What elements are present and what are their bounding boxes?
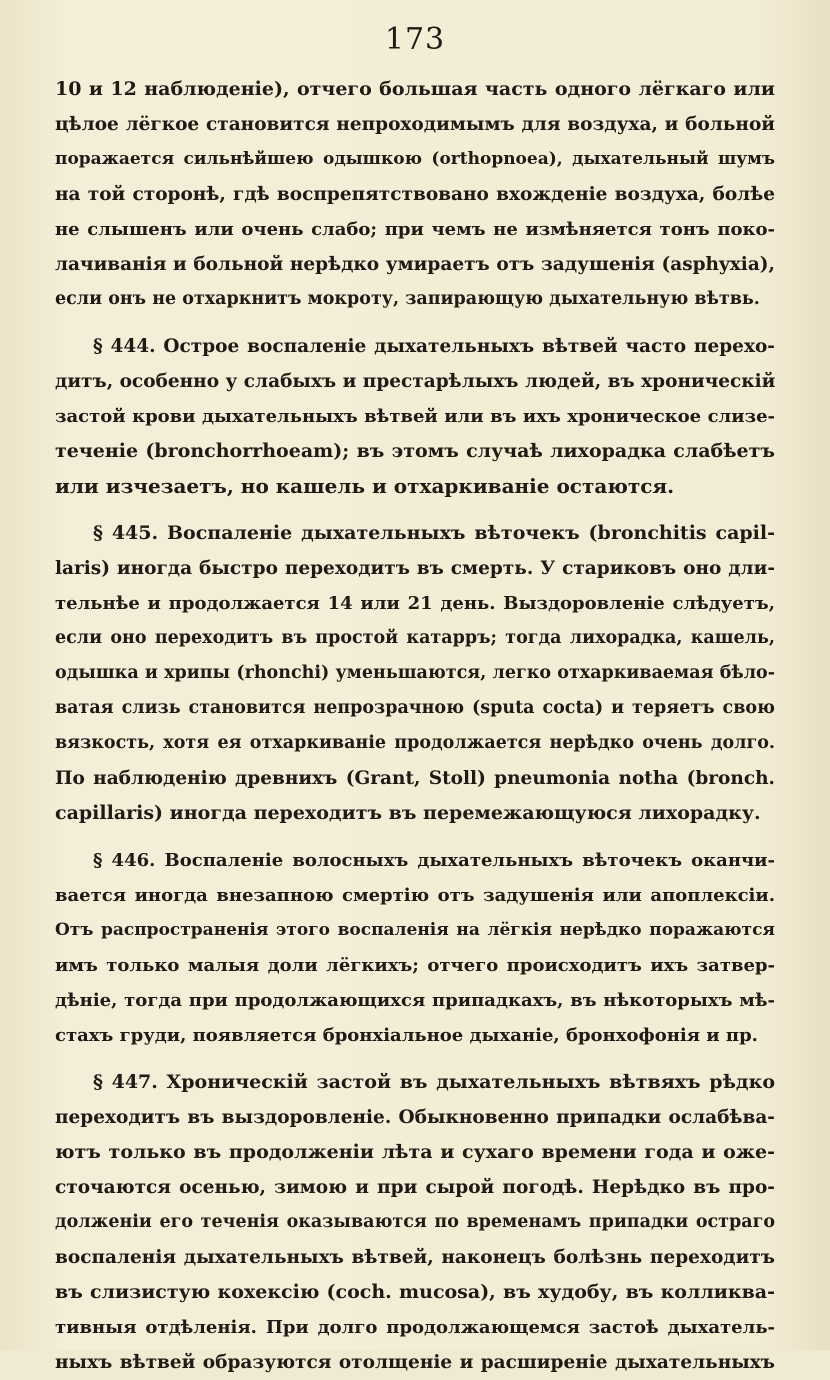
paragraph-444 (55, 329, 775, 504)
text-line: на той сторонѣ, гдѣ воспрепятствовано вхожденіе воздуха, болѣе (55, 184, 775, 205)
text-line: если оно переходитъ въ простой катарръ; тогда лихорадка, кашель, (55, 628, 775, 648)
text-line: переходитъ въ выздоровленіе. Обыкновенно припадки ослабѣва- (55, 1107, 775, 1128)
text-line: теченіе (bronchorrhoeam); въ этомъ случаѣ лихорадка слабѣетъ (55, 440, 775, 462)
paragraph-447 (55, 1065, 775, 1380)
paragraph-continued (55, 72, 775, 317)
text-line: capillaris) иногда переходитъ въ перемежающуюся лихорадку. (55, 802, 761, 824)
text-line: не слышенъ или очень слабо; при чемъ не измѣняется тонъ поко- (55, 219, 775, 240)
text-line: Отъ распространенія этого воспаленія на лёгкія нерѣдко поражаются (55, 920, 775, 940)
text-line: ныхъ вѣтвей образуются отолщеніе и расширеніе дыхательныхъ (55, 1352, 775, 1373)
paragraph-445 (55, 516, 775, 831)
text-line: имъ только малыя доли лёгкихъ; отчего происходитъ ихъ затвер- (55, 955, 775, 976)
text-line: поражается сильнѣйшею одышкою (orthopnoea), дыхательный шумъ (55, 149, 775, 169)
text-line: воспаленія дыхательныхъ вѣтвей, наконецъ болѣзнь переходитъ (55, 1247, 775, 1268)
text-line: сточаются осенью, зимою и при сырой погодѣ. Нерѣдко въ про- (55, 1177, 775, 1198)
text-line: ютъ только въ продолженіи лѣта и сухаго времени года и оже- (55, 1141, 775, 1163)
page-number: 173 (384, 22, 446, 57)
text-line: лачиванія и больной нерѣдко умираетъ отъ задушенія (asphyxia), (55, 254, 775, 275)
text-line: застой крови дыхательныхъ вѣтвей или въ ихъ хроническое слизе- (55, 406, 775, 427)
text-line: вязкость, хотя ея отхаркиваніе продолжается нерѣдко очень долго. (55, 733, 775, 753)
text-line: 10 и 12 наблюденіе), отчего большая часть одного лёгкаго или (55, 78, 775, 100)
text-line: одышка и хрипы (rhonchi) уменьшаются, легко отхаркиваемая бѣло- (55, 663, 775, 683)
text-line: § 446. Воспаленіе волосныхъ дыхательныхъ вѣточекъ оканчи- (93, 850, 775, 871)
paragraph-446 (55, 843, 775, 1053)
text-line: если онъ не отхаркнитъ мокроту, запирающую дыхательную вѣтвь. (55, 289, 760, 309)
text-line: laris) иногда быстро переходитъ въ смерть. У стариковъ оно дли- (55, 558, 775, 579)
text-line: § 445. Воспаленіе дыхательныхъ вѣточекъ (bronchitis capil- (93, 522, 775, 544)
text-line: стахъ груди, появляется бронхіальное дыханіе, бронхофонія и пр. (55, 1025, 758, 1046)
text-line: § 444. Острое воспаленіе дыхательныхъ вѣтвей часто перехо- (93, 336, 775, 357)
text-line: или изчезаетъ, но кашель и отхаркиваніе остаются. (55, 474, 675, 498)
text-line: дѣніе, тогда при продолжающихся припадкахъ, въ нѣкоторыхъ мѣ- (55, 990, 775, 1011)
text-line: дитъ, особенно у слабыхъ и престарѣлыхъ людей, въ хроническій (55, 371, 775, 392)
text-line: тивныя отдѣленія. При долго продолжающемся застоѣ дыхатель- (55, 1317, 775, 1338)
text-line: § 447. Хроническій застой въ дыхательныхъ вѣтвяхъ рѣдко (93, 1071, 775, 1093)
text-line: По наблюденію древнихъ (Grant, Stoll) pneumonia notha (bronch. (55, 768, 775, 789)
text-line: вается иногда внезапною смертію отъ задушенія или апоплексіи. (55, 885, 775, 906)
text-line: цѣлое лёгкое становится непроходимымъ для воздуха, и больной (55, 114, 775, 135)
text-line: ватая слизь становится непрозрачною (sputa cocta) и теряетъ свою (55, 698, 775, 718)
text-line: въ слизистую кохексію (coch. mucosa), въ худобу, въ колликва- (55, 1281, 775, 1303)
text-line: долженіи его теченія оказываются по временамъ припадки остраго (55, 1212, 775, 1232)
body-text (55, 72, 775, 1380)
text-line: тельнѣе и продолжается 14 или 21 день. Выздоровленіе слѣдуетъ, (55, 593, 775, 614)
